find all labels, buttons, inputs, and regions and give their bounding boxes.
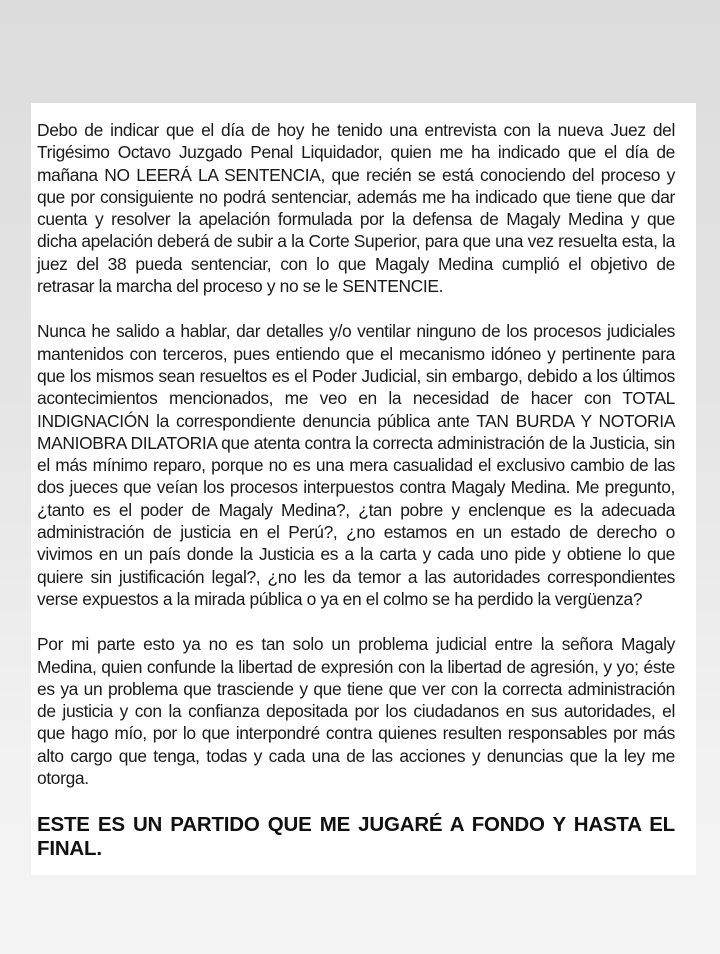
closing-statement: ESTE ES UN PARTIDO QUE ME JUGARÉ A FONDO Y HASTA EL FINAL. [37,813,675,860]
paragraph-interview: Debo de indicar que el día de hoy he tenido una entrevista con la nueva Juez del Trigésimo Octavo Juzgado Penal Liquidador, quien me ha indicado que el día de mañana NO LEERÁ LA SENTENCIA, que recién se está conociendo del proceso y que por consiguiente no podrá sentenciar, además me ha indicado que tiene que dar cuenta y resolver la apelación formulada por la defensa de Magaly Medina y que dicha apelación deberá de subir a la Corte Superior, para que una vez resuelta esta, la juez del 38 pueda sentenciar, con lo que Magaly Medina cumplió el objetivo de retrasar la marcha del proceso y no se le SENTENCIE. [37,120,675,297]
statement-document [31,103,696,875]
paragraph-public-complaint: Nunca he salido a hablar, dar detalles y/o ventilar ninguno de los procesos judiciales mantenidos con terceros, pues entiendo que el mecanismo idóneo y pertinente para que los mismos sean resueltos es el Poder Judicial, sin embargo, debido a los últimos acontecimientos mencionados, me veo en la necesidad de hacer con TOTAL INDIGNACIÓN la correspondiente denuncia pública ante TAN BURDA Y NOTORIA MANIOBRA DILATORIA que atenta contra la correcta administración de la Justicia, sin el más mínimo reparo, porque no es una mera casualidad el exclusivo cambio de las dos jueces que veían los procesos interpuestos contra Magaly Medina. Me pregunto, ¿tanto es el poder de Magaly Medina?, ¿tan pobre y enclenque es la adecuada administración de justicia en el Perú?, ¿no estamos en un estado de derecho o vivimos en un país donde la Justicia es a la carta y cada uno pide y obtiene lo que quiere sin justificación legal?, ¿no les da temor a las autoridades correspondientes verse expuestos a la mirada pública o ya en el colmo se ha perdido la vergüenza? [37,321,675,609]
paragraph-legal-action: Por mi parte esto ya no es tan solo un problema judicial entre la señora Magaly Medina, quien confunde la libertad de expresión con la libertad de agresión, y yo; éste es ya un problema que trasciende y que tiene que ver con la correcta administración de justicia y con la confianza depositada por los ciudadanos en sus autoridades, el que hago mío, por lo que interpondré contra quienes resulten responsables por más alto cargo que tenga, todas y cada una de las acciones y denuncias que la ley me otorga. [37,634,675,789]
